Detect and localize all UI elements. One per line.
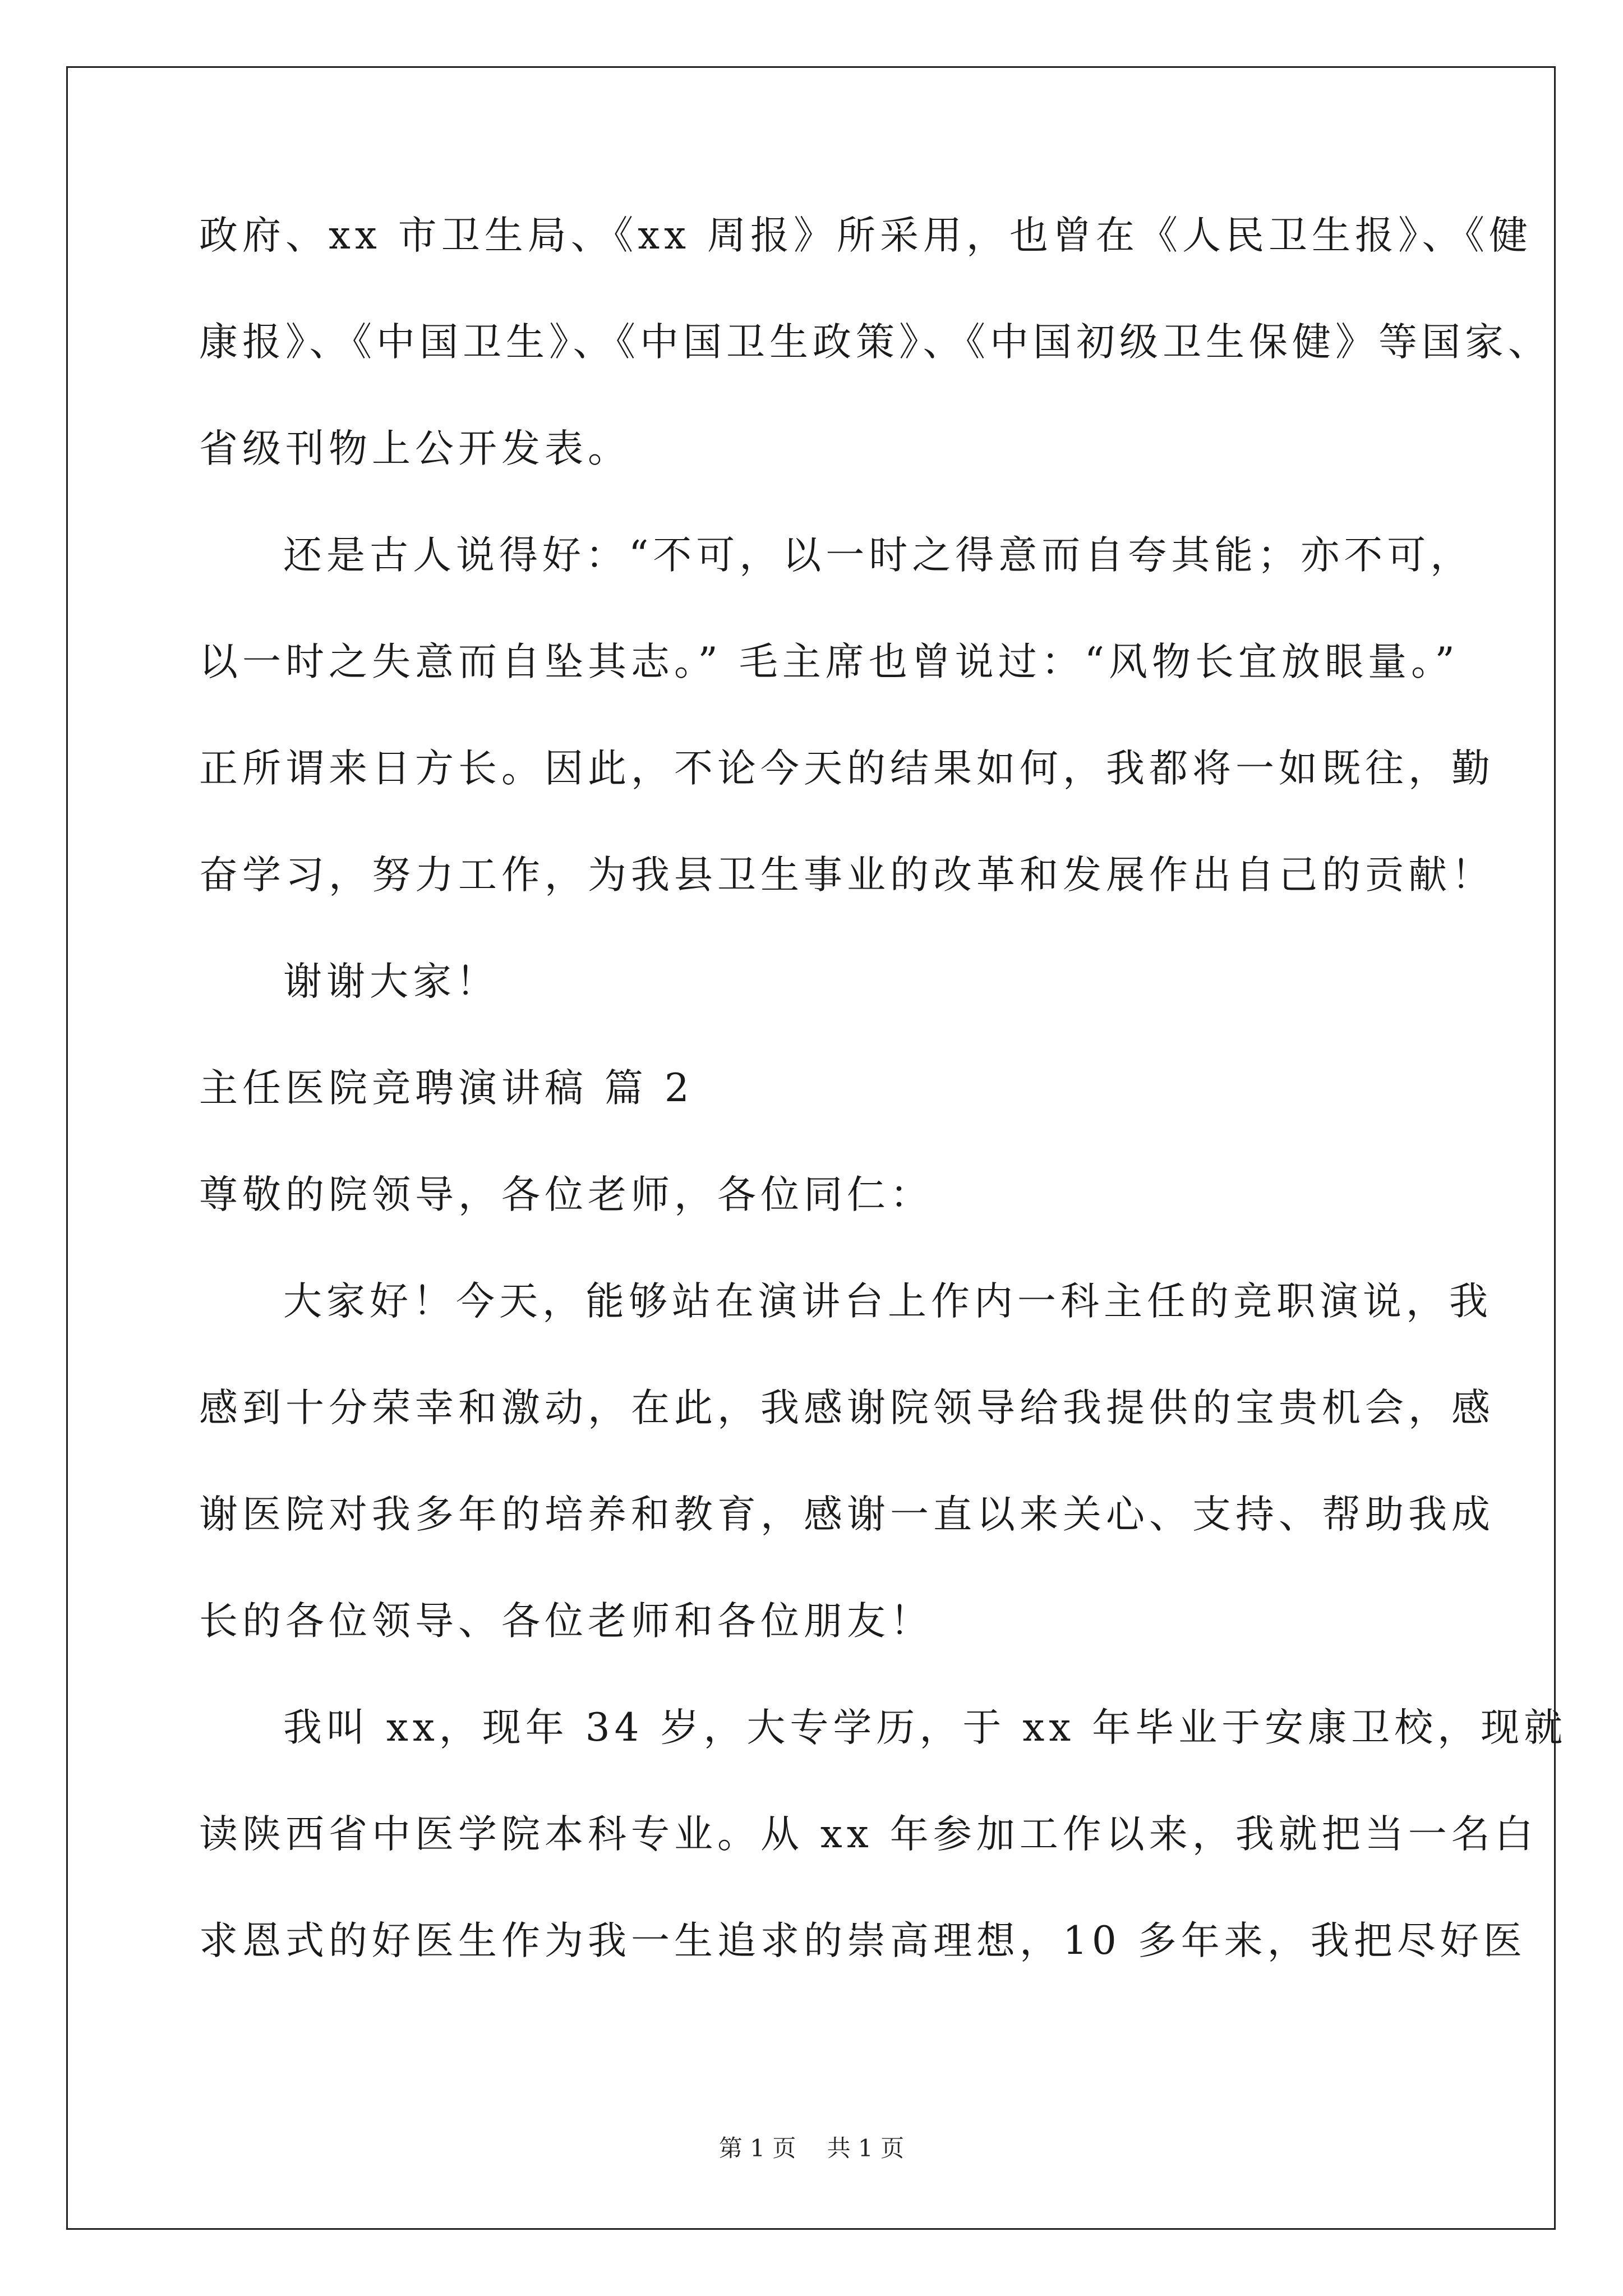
text-line: 省级刊物上公开发表。 (199, 426, 631, 471)
text-line: 以一时之失意而自坠其志。” 毛主席也曾说过：“风物长宜放眼量。” (199, 639, 1459, 684)
paragraph-first-line: 我叫 xx，现年 34 岁，大专学历，于 xx 年毕业于安康卫校，现就 (283, 1705, 1567, 1750)
text-line: 正所谓来日方长。因此，不论今天的结果如何，我都将一如既往，勤 (199, 746, 1495, 791)
text-line: 谢医院对我多年的培养和教育，感谢一直以来关心、支持、帮助我成 (199, 1492, 1495, 1537)
text-line: 康报》、《中国卫生》、《中国卫生政策》、《中国初级卫生保健》等国家、 (199, 320, 1551, 365)
section-heading: 主任医院竞聘演讲稿 篇 2 (199, 1066, 694, 1111)
salutation: 尊敬的院领导，各位老师，各位同仁： (199, 1172, 933, 1217)
text-line: 感到十分荣幸和激动，在此，我感谢院领导给我提供的宝贵机会，感 (199, 1386, 1495, 1430)
paragraph-first-line: 还是古人说得好：“不可，以一时之得意而自夸其能；亦不可， (283, 533, 1474, 578)
text-line: 读陕西省中医学院本科专业。从 xx 年参加工作以来，我就把当一名白 (199, 1812, 1538, 1857)
paragraph-first-line: 谢谢大家！ (283, 959, 499, 1004)
page-border (66, 66, 1556, 2230)
paragraph-first-line: 大家好！今天，能够站在演讲台上作内一科主任的竞职演说，我 (283, 1279, 1492, 1324)
page-footer: 第 1 页 共 1 页 (718, 2134, 905, 2162)
text-line: 求恩式的好医生作为我一生追求的崇高理想，10 多年来，我把尽好医 (199, 1918, 1527, 1963)
text-line: 政府、xx 市卫生局、《xx 周报》所采用，也曾在《人民卫生报》、《健 (199, 213, 1533, 258)
text-line: 奋学习，努力工作，为我县卫生事业的改革和发展作出自己的贡献！ (199, 853, 1495, 898)
text-line: 长的各位领导、各位老师和各位朋友！ (199, 1599, 933, 1644)
